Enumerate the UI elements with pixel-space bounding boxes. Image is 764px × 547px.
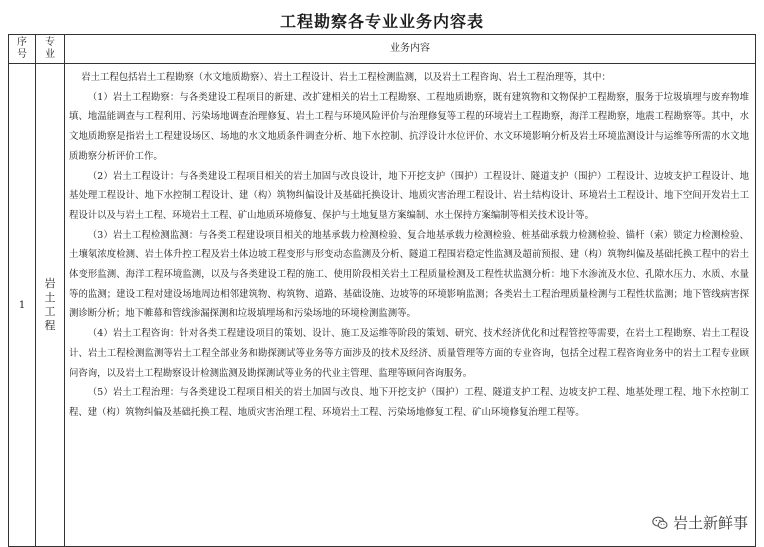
row-index: 1 [9, 64, 36, 547]
table-header-row [9, 35, 756, 64]
content-item-monitoring: （3）岩土工程检测监测：与各类工程建设项目相关的地基承载力检测检验、复合地基承载力检测检验、桩基础承载力检测检验、锚杆（索）锁定力检测检验、土壤氡浓度检测、岩土体升控工程及岩土体边坡工程变形与形变动态监测及分析、隧道工程围岩稳定性监测及超前预报、建（构）筑物纠偏及基础托换工程中的岩土体变形监测、海洋工程环境监测，以及与各类建设工程的施工、使用阶段相关岩土工程质量检测及工程性状监测分析：地下水渗流及水位、孔隙水压力、水质、水量等的监测；建设工程对建设场地周边相邻建筑物、构筑物、道路、基础设施、边坡等的环境影响监测；各类岩土工程治理质量检测与工程性状监测；地下管线病害探测诊断分析；地下帷幕和管线渗漏探测和垃圾填埋场和污染场地的环境检测监测等。 [69, 229, 749, 320]
content-item-consulting: （4）岩土工程咨询：针对各类工程建设项目的策划、设计、施工及运维等阶段的策划、研究、技术经济优化和过程管控等需要，在岩土工程勘察、岩土工程设计、岩土工程检测监测等岩土工程全部业务和勘探测试等业务等方面涉及的技术及经济、质量管理等方面的专业咨询，包括全过程工程咨询业务中的岩土工程专业顾问咨询，以及岩土工程勘察设计检测监测及勘探测试等业务的代业主管理、监理等顾问咨询服务。 [69, 328, 749, 379]
content-item-design: （2）岩土工程设计：与各类建设工程项目相关的岩土加固与改良设计，地下开挖支护（围护）工程设计、隧道支护（围护）工程设计、边坡支护工程设计、地基处理工程设计、地下水控制工程设计、建（构）筑物纠偏设计及基础托换设计、地质灾害治理工程设计、岩土结构设计、环境岩土工程设计、地下空间开发岩土工程设计以及与岩土工程、环境岩土工程、矿山地质环境修复、保护与土地复垦方案编制、水土保持方案编制等相关技术设计等。 [69, 170, 749, 221]
header-specialty: 专业 [36, 35, 65, 64]
row-specialty: 岩土工程 [44, 277, 56, 332]
watermark-text: 岩土新鲜事 [672, 514, 748, 532]
header-index: 序号 [9, 35, 36, 64]
row-content [65, 64, 756, 547]
header-content: 业务内容 [65, 35, 756, 64]
content-item-survey: （1）岩土工程勘察：与各类建设工程项目的新建、改扩建相关的岩土工程勘察、工程地质勘察，既有建筑物和文物保护工程勘察，服务于垃圾填埋与废弃物堆填、地温能调查与工程利用、污染场地调查治理修复、岩土工程与环境风险评价与治理修复等工程的环境岩土工程勘察，海洋工程勘察，地震工程勘察等。其中，水文地质勘察是指岩土工程建设场区、场地的水文地质条件调查分析、地下水控制、抗浮设计水位评价、水文环境影响分析及岩土环境监测设计与运维等所需的水文地质勘察分析评价工作。 [69, 91, 749, 162]
content-intro: 岩土工程包括岩土工程勘察（水文地质勘察）、岩土工程设计、岩土工程检测监测，以及岩土工程咨询、岩土工程治理等，其中： [81, 72, 611, 83]
page-title: 工程勘察各专业业务内容表 [279, 12, 484, 31]
business-content-table [8, 34, 756, 547]
wechat-icon [652, 516, 668, 530]
row-specialty-cell [36, 64, 65, 547]
table-row [9, 64, 756, 547]
watermark [650, 512, 750, 533]
content-item-treatment: （5）岩土工程治理：与各类建设工程项目相关的岩土加固与改良、地下开挖支护（围护）工程、隧道支护工程、边坡支护工程、地基处理工程、地下水控制工程、建（构）筑物纠偏及基础托换工程、地质灾害治理工程、环境岩土工程、污染场地修复工程、矿山环境修复治理工程等。 [69, 387, 749, 418]
